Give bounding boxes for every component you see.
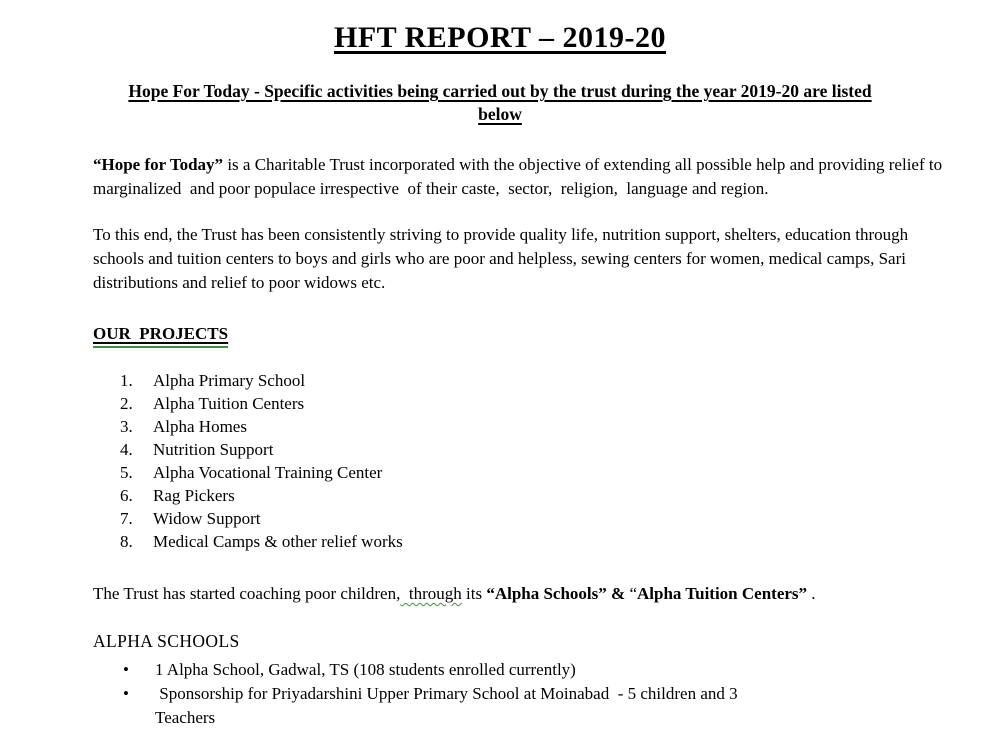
project-item-4: [120, 438, 945, 461]
report-title: HFT REPORT – 2019-20: [333, 21, 667, 54]
project-label: Rag Pickers: [153, 486, 235, 505]
trust-name-bold: “Hope for Today”: [93, 155, 224, 174]
document-body: [93, 153, 945, 730]
bullet-text: [155, 682, 738, 730]
report-subtitle: [0, 80, 1000, 126]
report-title-row: [0, 0, 1000, 56]
mission-text: To this end, the Trust has been consistently striving to provide quality life, nutrition support, shelters, education through schools and tuition centers to boys and girls who are poor and helpless, sewing centers for women, medical camps, Sari distributions and relief to poor widows etc.: [93, 225, 913, 292]
project-item-5: [120, 461, 945, 484]
project-number: 3.: [120, 417, 133, 436]
alpha-schools-heading: [93, 629, 945, 653]
coaching-text: “: [629, 584, 637, 603]
project-label: Alpha Primary School: [153, 371, 306, 390]
bullet-text-line-2: Teachers: [155, 708, 216, 727]
project-label: Medical Camps & other relief works: [153, 532, 403, 551]
alpha-tuition-centers-bold: Alpha Tuition Centers”: [636, 584, 808, 603]
project-label: Widow Support: [153, 509, 261, 528]
project-item-3: [120, 415, 945, 438]
project-number: 8.: [120, 532, 133, 551]
alpha-schools-bullet-list: [93, 658, 945, 730]
project-number: 4.: [120, 440, 133, 459]
project-item-8: [120, 530, 945, 553]
project-label: Alpha Homes: [153, 417, 247, 436]
intro-paragraph: [93, 153, 945, 201]
bullet-icon: •: [123, 660, 129, 679]
bullet-item-1: [120, 658, 945, 682]
coaching-paragraph: [93, 582, 945, 606]
intro-text: is a Charitable Trust incorporated with the objective of extending all possible help and providing relief to marginalized and poor populace irrespective of their caste, sector, religion, language and region.: [93, 155, 947, 198]
project-item-7: [120, 507, 945, 530]
project-label: Alpha Vocational Training Center: [153, 463, 383, 482]
report-subtitle-line-2: below: [478, 104, 522, 124]
project-number: 7.: [120, 509, 133, 528]
project-item-2: [120, 392, 945, 415]
project-item-6: [120, 484, 945, 507]
grammar-squiggle-text: through: [400, 584, 462, 603]
projects-heading-row: [93, 322, 945, 348]
projects-list: [93, 369, 945, 553]
coaching-text: its: [461, 584, 487, 603]
bullet-text-line-1: Sponsorship for Priyadarshini Upper Primary School at Moinabad - 5 children and 3: [155, 684, 738, 703]
coaching-text: .: [807, 584, 816, 603]
project-item-1: [120, 369, 945, 392]
projects-heading: OUR PROJECTS: [93, 322, 228, 348]
coaching-text: The Trust has started coaching poor children,: [93, 584, 401, 603]
alpha-schools-heading-text: ALPHA SCHOOLS: [93, 631, 240, 651]
alpha-schools-bold: “Alpha Schools” &: [486, 584, 630, 603]
mission-paragraph: [93, 223, 945, 295]
project-number: 6.: [120, 486, 133, 505]
project-number: 5.: [120, 463, 133, 482]
bullet-text: 1 Alpha School, Gadwal, TS (108 students enrolled currently): [155, 660, 576, 679]
bullet-icon: •: [123, 684, 129, 703]
report-subtitle-line-1: Hope For Today - Specific activities being carried out by the trust during the year 2019-20 are listed: [128, 81, 872, 101]
bullet-item-2: [120, 682, 945, 730]
project-number: 2.: [120, 394, 133, 413]
project-label: Alpha Tuition Centers: [153, 394, 305, 413]
project-number: 1.: [120, 371, 133, 390]
project-label: Nutrition Support: [153, 440, 274, 459]
